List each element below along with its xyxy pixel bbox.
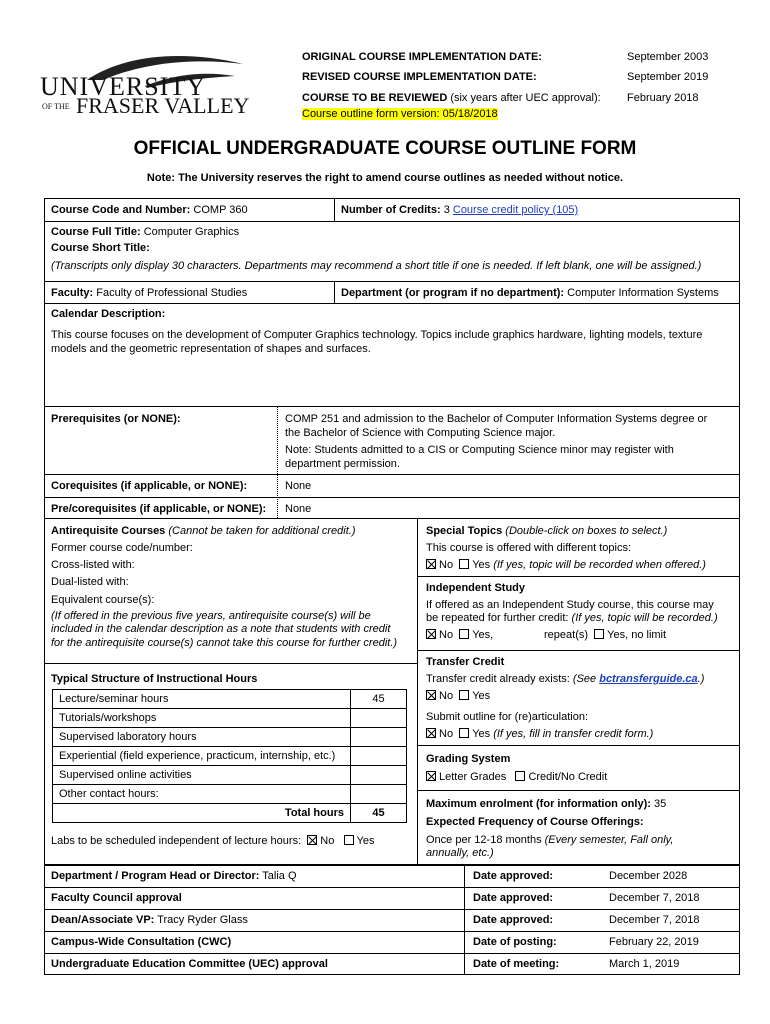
- approval-date: December 7, 2018: [609, 892, 700, 904]
- independent-study-label: Independent Study: [426, 582, 525, 594]
- structure-label: Typical Structure of Instructional Hours: [51, 673, 258, 685]
- freq-text: Once per 12-18 months: [426, 834, 545, 846]
- transfer-credit-options: [426, 689, 490, 703]
- special-topics-no-checkbox[interactable]: [426, 559, 436, 569]
- transfer-close: .): [697, 673, 705, 685]
- prereq-note: Note: Students admitted to a CIS or Computing Science minor may register with: [285, 444, 674, 456]
- logo-of-the-text: OF THE: [42, 102, 70, 111]
- header-value: September 2003: [627, 51, 709, 63]
- divider: [44, 909, 740, 910]
- approval-label: Dean/Associate VP:: [51, 914, 155, 926]
- table-row: [53, 728, 407, 747]
- total-hours-value: 45: [351, 804, 407, 823]
- approval-row: [51, 891, 182, 905]
- st-yes-note: (If yes, topic will be recorded when offered.): [490, 559, 706, 571]
- coreq-value: None: [285, 480, 312, 492]
- dual-listed-label: Dual-listed with:: [51, 576, 129, 588]
- university-logo: [40, 50, 250, 120]
- labs-no-checkbox[interactable]: [307, 835, 317, 845]
- transfer-see: (See: [572, 673, 600, 685]
- indep-italic: (If yes, topic will be recorded.): [571, 612, 718, 624]
- amend-note: Note: The University reserves the right to amend course outlines as needed without notice.: [146, 172, 624, 184]
- special-topics-yes-checkbox[interactable]: [459, 559, 469, 569]
- header-extra: (six years after UEC approval):: [447, 92, 601, 104]
- divider: [44, 518, 740, 519]
- is-nolimit-label: Yes, no limit: [607, 629, 667, 641]
- header-value: February 2018: [627, 92, 699, 104]
- calendar-label: Calendar Description:: [51, 308, 166, 320]
- antireq-italic-note: (If offered in the previous five years, antirequisite course(s) will be: [51, 610, 371, 622]
- max-enrol-value: 35: [653, 798, 667, 810]
- max-enrol-label: Maximum enrolment (for information only):: [426, 798, 651, 810]
- divider: [334, 281, 335, 303]
- transfer-credit-label: Transfer Credit: [426, 656, 505, 668]
- prereq-note: department permission.: [285, 458, 400, 470]
- grading-system-label: Grading System: [426, 753, 511, 765]
- special-topics-heading: [426, 524, 667, 538]
- approval-label: Department / Program Head or Director:: [51, 870, 260, 882]
- full-title-field: [51, 225, 239, 239]
- is-no-label: No: [439, 629, 454, 641]
- table-row: [53, 747, 407, 766]
- course-code-label: Course Code and Number:: [51, 204, 191, 216]
- divider: [417, 576, 740, 577]
- sub-yes-note: (If yes, fill in transfer credit form.): [490, 728, 654, 740]
- approval-date: December 2028: [609, 870, 688, 882]
- antireq-italic-note: included in the calendar description as a note that students with credit: [51, 623, 391, 635]
- independent-study-repeat: [544, 628, 666, 642]
- table-row: [53, 709, 407, 728]
- hours-table: [52, 689, 407, 823]
- submit-no-checkbox[interactable]: [426, 728, 436, 738]
- form-version: Course outline form version: 05/18/2018: [302, 108, 498, 120]
- table-row: [53, 766, 407, 785]
- equivalent-label: Equivalent course(s):: [51, 594, 155, 606]
- indep-yes-nolimit-checkbox[interactable]: [594, 629, 604, 639]
- antireq-label: Antirequisite Courses: [51, 525, 166, 537]
- special-topics-options: [426, 558, 706, 572]
- labs-yes-label: Yes: [356, 835, 375, 847]
- header-label: ORIGINAL COURSE IMPLEMENTATION DATE:: [302, 51, 542, 63]
- letter-grades-label: Letter Grades: [439, 771, 507, 783]
- prereq-label: Prerequisites (or NONE):: [51, 413, 181, 425]
- transfer-credit-text: [426, 672, 704, 686]
- divider: [417, 745, 740, 746]
- department-field: [341, 286, 719, 300]
- header-value: September 2019: [627, 71, 709, 83]
- hours-value[interactable]: 45: [351, 690, 407, 709]
- hours-label: Other contact hours:: [53, 785, 351, 804]
- independent-study-text: If offered as an Independent Study course, this course may: [426, 599, 714, 611]
- hours-label: Tutorials/workshops: [53, 709, 351, 728]
- approval-date: December 7, 2018: [609, 914, 700, 926]
- indep-no-checkbox[interactable]: [426, 629, 436, 639]
- divider: [44, 887, 740, 888]
- divider: [44, 221, 740, 222]
- is-yes-label: Yes,: [472, 629, 494, 641]
- approval-date-label: Date approved:: [473, 870, 554, 882]
- faculty-field: [51, 286, 247, 300]
- special-topics-label: Special Topics: [426, 525, 503, 537]
- special-topics-note: (Double-click on boxes to select.): [502, 525, 668, 537]
- approval-row: [51, 957, 328, 971]
- antireq-italic-note: for the antirequisite course(s) cannot take this course for further credit.): [51, 637, 398, 649]
- hours-label: Supervised online activities: [53, 766, 351, 785]
- divider: [44, 303, 740, 304]
- hours-label: Experiential (field experience, practicum, internship, etc.): [53, 747, 351, 766]
- submit-outline-options: [426, 727, 653, 741]
- divider: [464, 865, 465, 975]
- department-value: Computer Information Systems: [567, 287, 719, 299]
- submit-yes-checkbox[interactable]: [459, 728, 469, 738]
- divider: [44, 497, 740, 498]
- sub-no-label: No: [439, 728, 454, 740]
- faculty-value: Faculty of Professional Studies: [96, 287, 248, 299]
- approval-row: [51, 913, 248, 927]
- department-label: Department (or program if no department):: [341, 287, 565, 299]
- full-title-label: Course Full Title:: [51, 226, 141, 238]
- divider: [417, 518, 418, 865]
- labs-yes-checkbox[interactable]: [344, 835, 354, 845]
- hours-value[interactable]: [351, 709, 407, 728]
- sub-yes-label: Yes: [472, 728, 491, 740]
- hours-value[interactable]: [351, 747, 407, 766]
- divider: [417, 790, 740, 791]
- approval-label: Campus-Wide Consultation (CWC): [51, 936, 232, 948]
- approval-row: [51, 869, 297, 883]
- transfer-no-checkbox[interactable]: [426, 690, 436, 700]
- approval-label: Faculty Council approval: [51, 892, 182, 904]
- divider: [44, 406, 740, 407]
- hours-label: Lecture/seminar hours: [53, 690, 351, 709]
- approval-date-label: Date approved:: [473, 892, 554, 904]
- logo-fraser-valley-text: FRASER VALLEY: [76, 93, 250, 118]
- frequency-label: Expected Frequency of Course Offerings:: [426, 816, 644, 828]
- divider: [44, 474, 740, 475]
- prereq-value: COMP 251 and admission to the Bachelor of Computer Information Systems degree or: [285, 413, 708, 425]
- labs-no-label: No: [320, 835, 335, 847]
- prereq-value: the Bachelor of Science with Computing Science major.: [285, 427, 556, 439]
- credits-value: 3: [443, 204, 450, 216]
- tc-yes-label: Yes: [472, 690, 491, 702]
- letter-grades-checkbox[interactable]: [426, 771, 436, 781]
- independent-study-text: [426, 611, 718, 625]
- header-row-review: [302, 92, 601, 104]
- divider: [44, 663, 417, 664]
- transfer-yes-checkbox[interactable]: [459, 690, 469, 700]
- divider: [417, 650, 740, 651]
- precoreq-label: Pre/corequisites (if applicable, or NONE):: [51, 503, 267, 515]
- logo-university-text: UNIVERSITY: [40, 72, 206, 101]
- max-enrolment-field: [426, 797, 666, 811]
- frequency-italic: annually, etc.): [426, 847, 494, 859]
- labs-text: Labs to be scheduled independent of lecture hours:: [51, 835, 302, 847]
- indep-yes-checkbox[interactable]: [459, 629, 469, 639]
- short-title-label: Course Short Title:: [51, 242, 150, 254]
- table-row: [53, 785, 407, 804]
- transfer-text: Transfer credit already exists:: [426, 673, 573, 685]
- former-code-label: Former course code/number:: [51, 542, 193, 554]
- table-row: [53, 690, 407, 709]
- calendar-description-line: This course focuses on the development of Computer Graphics technology. Topics include graphics hardware, lighting models, texture: [51, 329, 703, 341]
- faculty-label: Faculty:: [51, 287, 94, 299]
- hours-label: Supervised laboratory hours: [53, 728, 351, 747]
- frequency-value: [426, 833, 673, 847]
- divider: [44, 931, 740, 932]
- st-no-label: No: [439, 559, 454, 571]
- divider: [277, 406, 278, 518]
- credits-field: [341, 203, 578, 217]
- coreq-label: Corequisites (if applicable, or NONE):: [51, 480, 248, 492]
- approval-label: Undergraduate Education Committee (UEC) approval: [51, 958, 328, 970]
- page-title: OFFICIAL UNDERGRADUATE COURSE OUTLINE FORM: [133, 138, 637, 159]
- cross-listed-label: Cross-listed with:: [51, 559, 135, 571]
- approval-date: February 22, 2019: [609, 936, 699, 948]
- total-hours-label: Total hours: [53, 804, 351, 823]
- antireq-heading: [51, 524, 355, 538]
- approval-date-label: Date of posting:: [473, 936, 557, 948]
- hours-value[interactable]: [351, 785, 407, 804]
- approval-name: Talia Q: [262, 870, 297, 882]
- calendar-description-line: models and the geometric representation of shapes and surfaces.: [51, 343, 371, 355]
- freq-italic: (Every semester, Fall only,: [544, 834, 674, 846]
- header-label: COURSE TO BE REVIEWED: [302, 92, 448, 104]
- divider: [44, 281, 740, 282]
- cnc-label: Credit/No Credit: [528, 771, 608, 783]
- divider: [334, 198, 335, 221]
- full-title-value: Computer Graphics: [143, 226, 240, 238]
- submit-outline-text: Submit outline for (re)articulation:: [426, 711, 589, 723]
- header-row-original: [302, 51, 542, 63]
- labs-field: [51, 834, 374, 848]
- short-title-note: (Transcripts only display 30 characters. Departments may recommend a short title if one is needed. If left blank, one will be assigned.): [51, 260, 702, 272]
- table-row-total: [53, 804, 407, 823]
- indep-text: be repeated for further credit:: [426, 612, 572, 624]
- credit-policy-link[interactable]: Course credit policy (105): [452, 204, 579, 216]
- approval-date: March 1, 2019: [609, 958, 680, 970]
- grading-options: [426, 770, 607, 784]
- divider: [44, 953, 740, 954]
- antireq-note: (Cannot be taken for additional credit.): [165, 525, 356, 537]
- tc-no-label: No: [439, 690, 454, 702]
- approval-name: Tracy Ryder Glass: [157, 914, 248, 926]
- bctransferguide-link[interactable]: bctransferguide.ca: [599, 673, 698, 685]
- approval-date-label: Date of meeting:: [473, 958, 560, 970]
- credit-no-credit-checkbox[interactable]: [515, 771, 525, 781]
- credits-label: Number of Credits:: [341, 204, 441, 216]
- course-code-field: [51, 203, 248, 217]
- hours-value[interactable]: [351, 766, 407, 785]
- precoreq-value: None: [285, 503, 312, 515]
- independent-study-options: [426, 628, 493, 642]
- st-yes-label: Yes: [472, 559, 491, 571]
- is-repeat-label: repeat(s): [544, 629, 589, 641]
- header-label: REVISED COURSE IMPLEMENTATION DATE:: [302, 71, 537, 83]
- course-code-value: COMP 360: [193, 204, 248, 216]
- approval-date-label: Date approved:: [473, 914, 554, 926]
- hours-value[interactable]: [351, 728, 407, 747]
- special-topics-text: This course is offered with different topics:: [426, 542, 632, 554]
- header-row-revised: [302, 71, 537, 83]
- approval-row: [51, 935, 231, 949]
